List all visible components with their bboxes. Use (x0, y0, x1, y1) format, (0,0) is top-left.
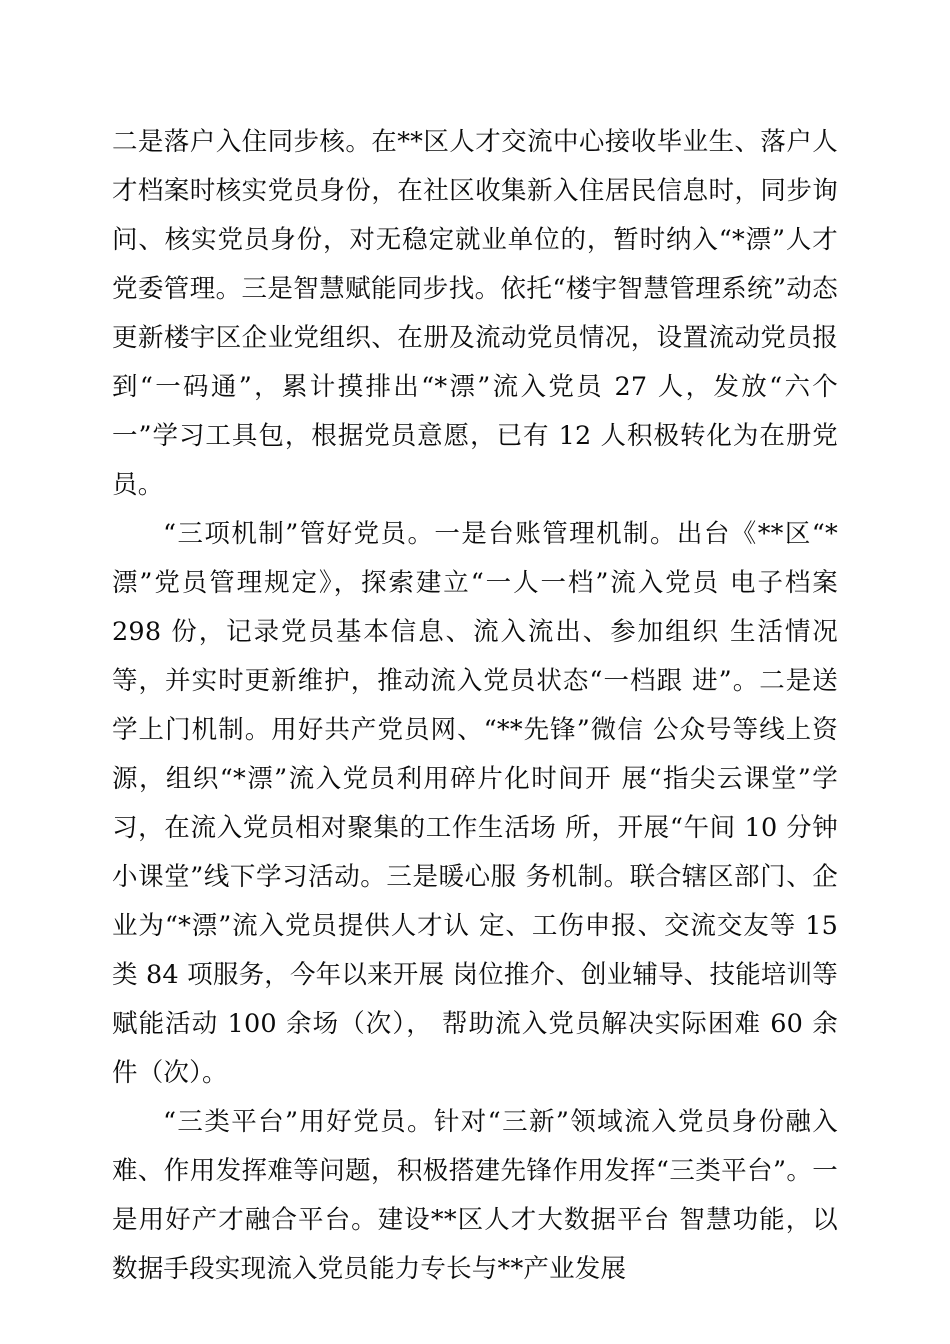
paragraph-3: “三类平台”用好党员。针对“三新”领域流入党员身份融入难、作用发挥难等问题，积极搭建先锋作用发挥“三类平台”。一是用好产才融合平台。建设**区人才大数据平台 智慧功能，以数据手段实现流入党员能力专长与**产业发展 (112, 1107, 838, 1284)
paragraph-1: 二是落户入住同步核。在**区人才交流中心接收毕业生、落户人才档案时核实党员身份，在社区收集新入住居民信息时，同步询问、核实党员身份，对无稳定就业单位的，暂时纳入“*漂”人才党委管理。三是智慧赋能同步找。依托“楼宇智慧管理系统”动态更新楼宇区企业党组织、在册及流动党员情况，设置流动党员报到“一码通”，累计摸排出“*漂”流入党员 27 人，发放“六个一”学习工具包，根据党员意愿，已有 12 人积极转化为在册党员。 (112, 127, 838, 500)
paragraph-2: “三项机制”管好党员。一是台账管理机制。出台《**区“*漂”党员管理规定》，探索建立“一人一档”流入党员 电子档案 298 份，记录党员基本信息、流入流出、参加组织 生活情况等，并实时更新维护，推动流入党员状态“一档跟 进”。二是送学上门机制。用好共产党员网、“**先锋”微信 公众号等线上资源，组织“*漂”流入党员利用碎片化时间开 展“指尖云课堂”学习，在流入党员相对聚集的工作生活场 所，开展“午间 10 分钟小课堂”线下学习活动。三是暖心服 务机制。联合辖区部门、企业为“*漂”流入党员提供人才认 定、工伤申报、交流交友等 15 类 84 项服务，今年以来开展 岗位推介、创业辅导、技能培训等赋能活动 100 余场（次）， 帮助流入党员解决实际困难 60 余件（次）。 (112, 519, 847, 1088)
document-body (112, 118, 847, 1294)
